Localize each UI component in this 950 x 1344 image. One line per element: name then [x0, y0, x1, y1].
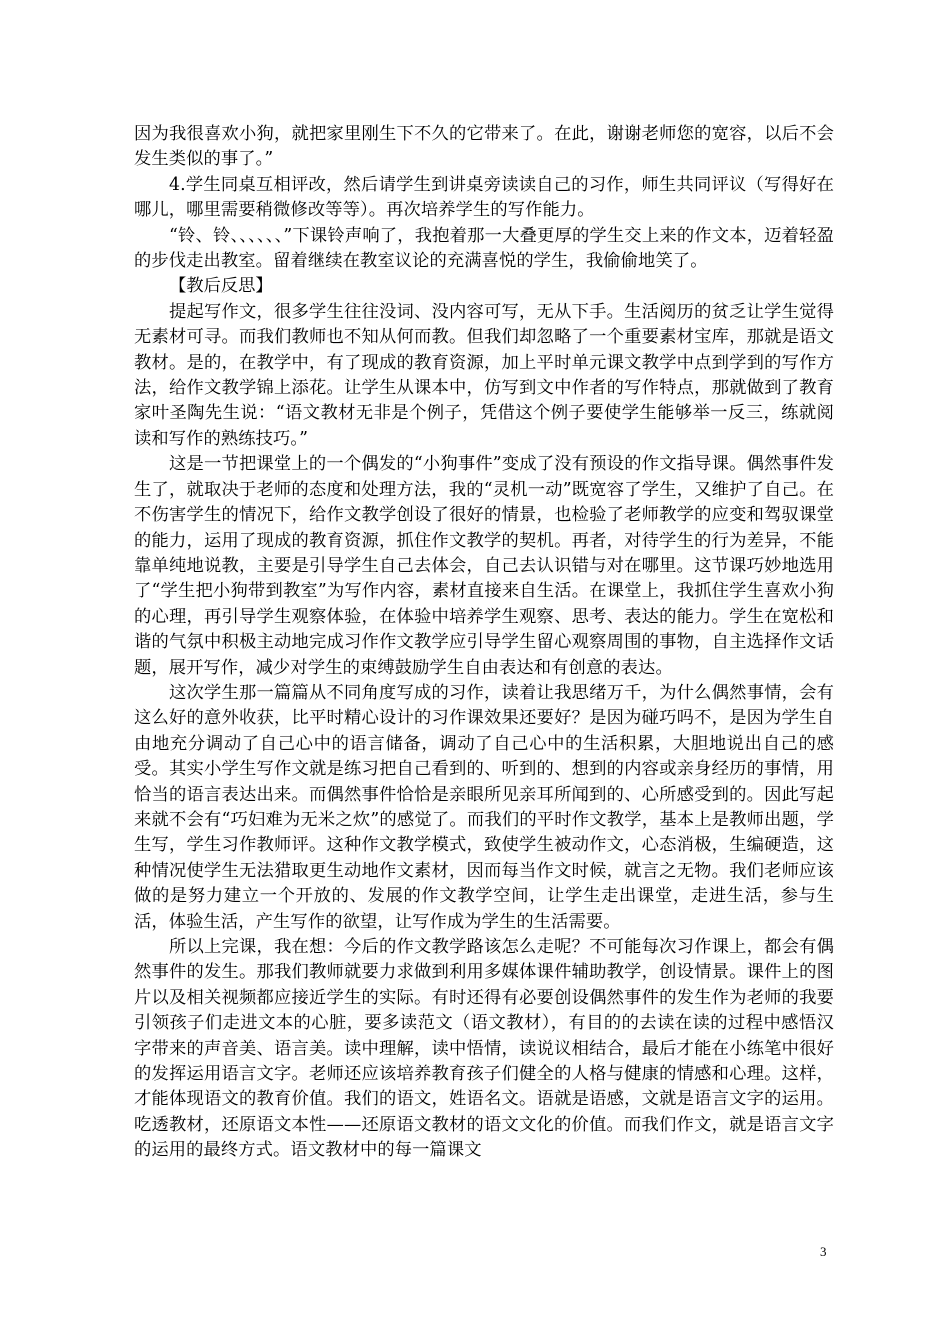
document-page: [134, 122, 834, 1164]
page-number: 3: [820, 1244, 827, 1259]
paragraph-reflection-3: 这次学生那一篇篇从不同角度写成的习作，读着让我思绪万千，为什么偶然事情，会有这么好的意外收获，比平时精心设计的习作课效果还要好？是因为碰巧吗不，是因为学生自由地充分调动了自己心中的语言储备，调动了自己心中的生活积累，大胆地说出自己的感受。其实小学生写作文就是练习把自己看到的、听到的、想到的内容或亲身经历的事情，用恰当的语言表达出来。而偶然事件恰恰是亲眼所见亲耳所闻到的、心所感受到的。因此写起来就不会有“巧妇难为无米之炊”的感觉了。而我们的平时作文教学，基本上是教师出题，学生写，学生习作教师评。这种作文教学模式，致使学生被动作文，心态消极，生编硬造，这种情况使学生无法猎取更生动地作文素材，因而每当作文时候，就言之无物。我们老师应该做的是努力建立一个开放的、发展的作文教学空间，让学生走出课堂，走进生活，参与生活，体验生活，产生写作的欲望，让写作成为学生的生活需要。: [134, 682, 834, 932]
paragraph-step-4: 4.学生同桌互相评改，然后请学生到讲桌旁读读自己的习作，师生共同评议（写得好在哪儿，哪里需要稍微修改等等）。再次培养学生的写作能力。: [134, 174, 834, 221]
paragraph-reflection-4: 所以上完课，我在想：今后的作文教学路该怎么走呢？不可能每次习作课上，都会有偶然事件的发生。那我们教师就要力求做到利用多媒体课件辅助教学，创设情景。课件上的图片以及相关视频都应接近学生的实际。有时还得有必要创设偶然事件的发生作为老师的我要引领孩子们走进文本的心脏，要多读范文（语文教材），有目的的去读在读的过程中感悟汉字带来的声音美、语言美。读中理解，读中悟情，读说议相结合，最后才能在小练笔中很好的发挥运用语言文字。老师还应该培养教育孩子们健全的人格与健康的情感和心理。这样，才能体现语文的教育价值。我们的语文，姓语名文。语就是语感，文就是语言文字的运用。吃透教材，还原语文本性——还原语文教材的语文文化的价值。而我们作文，就是语言文字的运用的最终方式。语文教材中的每一篇课文: [134, 937, 834, 1161]
paragraph-bell: “铃、铃、、、、、、”下课铃声响了，我抱着那一大叠更厚的学生交上来的作文本，迈着轻盈的步伐走出教室。留着继续在教室议论的充满喜悦的学生，我偷偷地笑了。: [134, 225, 834, 272]
paragraph-continuation: 因为我很喜欢小狗，就把家里刚生下不久的它带来了。在此，谢谢老师您的宽容，以后不会发生类似的事了。”: [134, 124, 834, 170]
paragraph-reflection-1: 提起写作文，很多学生往往没词、没内容可写，无从下手。生活阅历的贫乏让学生觉得无素材可寻。而我们教师也不知从何而教。但我们却忽略了一个重要素材宝库，那就是语文教材。是的，在教学中，有了现成的教育资源，加上平时单元课文教学中点到学到的写作方法，给作文教学锦上添花。让学生从课本中，仿写到文中作者的写作特点，那就做到了教育家叶圣陶先生说：“语文教材无非是个例子，凭借这个例子要使学生能够举一反三，练就阅读和写作的熟练技巧。”: [134, 301, 834, 449]
section-heading-reflection: 【教后反思】: [169, 276, 273, 297]
paragraph-reflection-2: 这是一节把课堂上的一个偶发的“小狗事件”变成了没有预设的作文指导课。偶然事件发生了，就取决于老师的态度和处理方法，我的“灵机一动”既宽容了学生，又维护了自己。在不伤害学生的情况下，给作文教学创设了很好的情景，也检验了老师教学的应变和驾驭课堂的能力，运用了现成的教育资源，抓住作文教学的契机。再者，对待学生的行为差异，不能靠单纯地说教，主要是引导学生自己去体会，自己去认识错与对在哪里。这节课巧妙地选用了“学生把小狗带到教室”为写作内容，素材直接来自生活。在课堂上，我抓住学生喜欢小狗的心理，再引导学生观察体验，在体验中培养学生观察、思考、表达的能力。学生在宽松和谐的气氛中积极主动地完成习作作文教学应引导学生留心观察周围的事物，自主选择作文话题，展开写作，减少对学生的束缚鼓励学生自由表达和有创意的表达。: [134, 454, 834, 678]
